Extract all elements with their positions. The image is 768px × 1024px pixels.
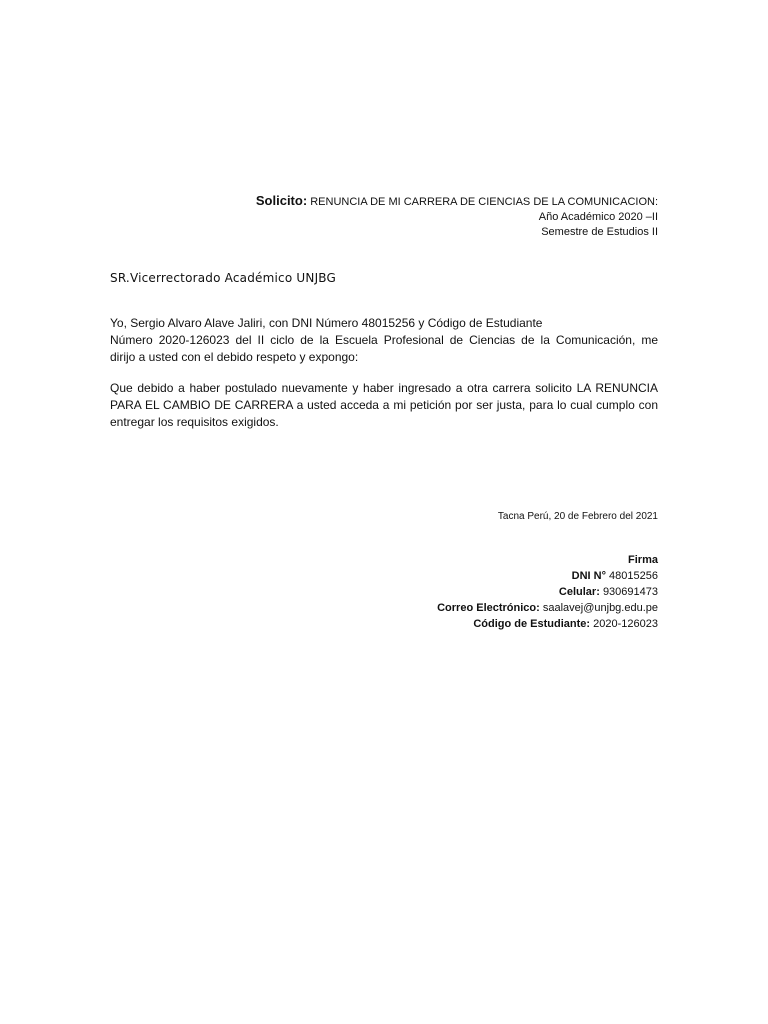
solicito-value: RENUNCIA DE MI CARRERA DE CIENCIAS DE LA COMUNICACION: bbox=[310, 196, 658, 208]
paragraph1-line3: dirijo a usted con el debido respeto y expongo: bbox=[110, 350, 359, 364]
solicito-label: Solicito: bbox=[255, 193, 308, 208]
celular-value: 930691473 bbox=[602, 586, 658, 598]
codigo-value: 2020-126023 bbox=[593, 618, 658, 630]
email-label: Correo Electrónico: bbox=[437, 602, 540, 614]
academic-year: Año Académico 2020 –II bbox=[538, 211, 658, 223]
paragraph1-line1: Yo, Sergio Alvaro Alave Jaliri, con DNI Número 48015256 y Código de Estudiante bbox=[110, 316, 543, 330]
semester: Semestre de Estudios II bbox=[541, 226, 658, 238]
celular-label: Celular: bbox=[558, 586, 600, 598]
email-value: saalavej@unjbg.edu.pe bbox=[542, 602, 658, 614]
codigo-row bbox=[437, 616, 658, 632]
dni-value: 48015256 bbox=[609, 570, 658, 582]
request-subject bbox=[256, 193, 658, 240]
signature-block bbox=[437, 552, 658, 632]
paragraph1-line2: Número 2020-126023 del II ciclo de la Escuela Profesional de Ciencias de la Comunicación, me bbox=[110, 333, 658, 347]
dni-row bbox=[437, 568, 658, 584]
firma-label: Firma bbox=[628, 554, 658, 566]
paragraph-introduction bbox=[110, 315, 658, 366]
email-row bbox=[437, 600, 658, 616]
paragraph-request: Que debido a haber postulado nuevamente y haber ingresado a otra carrera solicito LA RENUNCIA PARA EL CAMBIO DE CARRERA a usted acceda a mi petición por ser justa, para lo cual cumplo con entregar los requisitos exigidos. bbox=[110, 381, 658, 429]
place-date: Tacna Perú, 20 de Febrero del 2021 bbox=[497, 511, 658, 522]
dni-label: DNI N° bbox=[571, 570, 606, 582]
codigo-label: Código de Estudiante: bbox=[473, 618, 591, 630]
celular-row bbox=[437, 584, 658, 600]
addressee: SR.Vicerrectorado Académico UNJBG bbox=[110, 271, 337, 285]
